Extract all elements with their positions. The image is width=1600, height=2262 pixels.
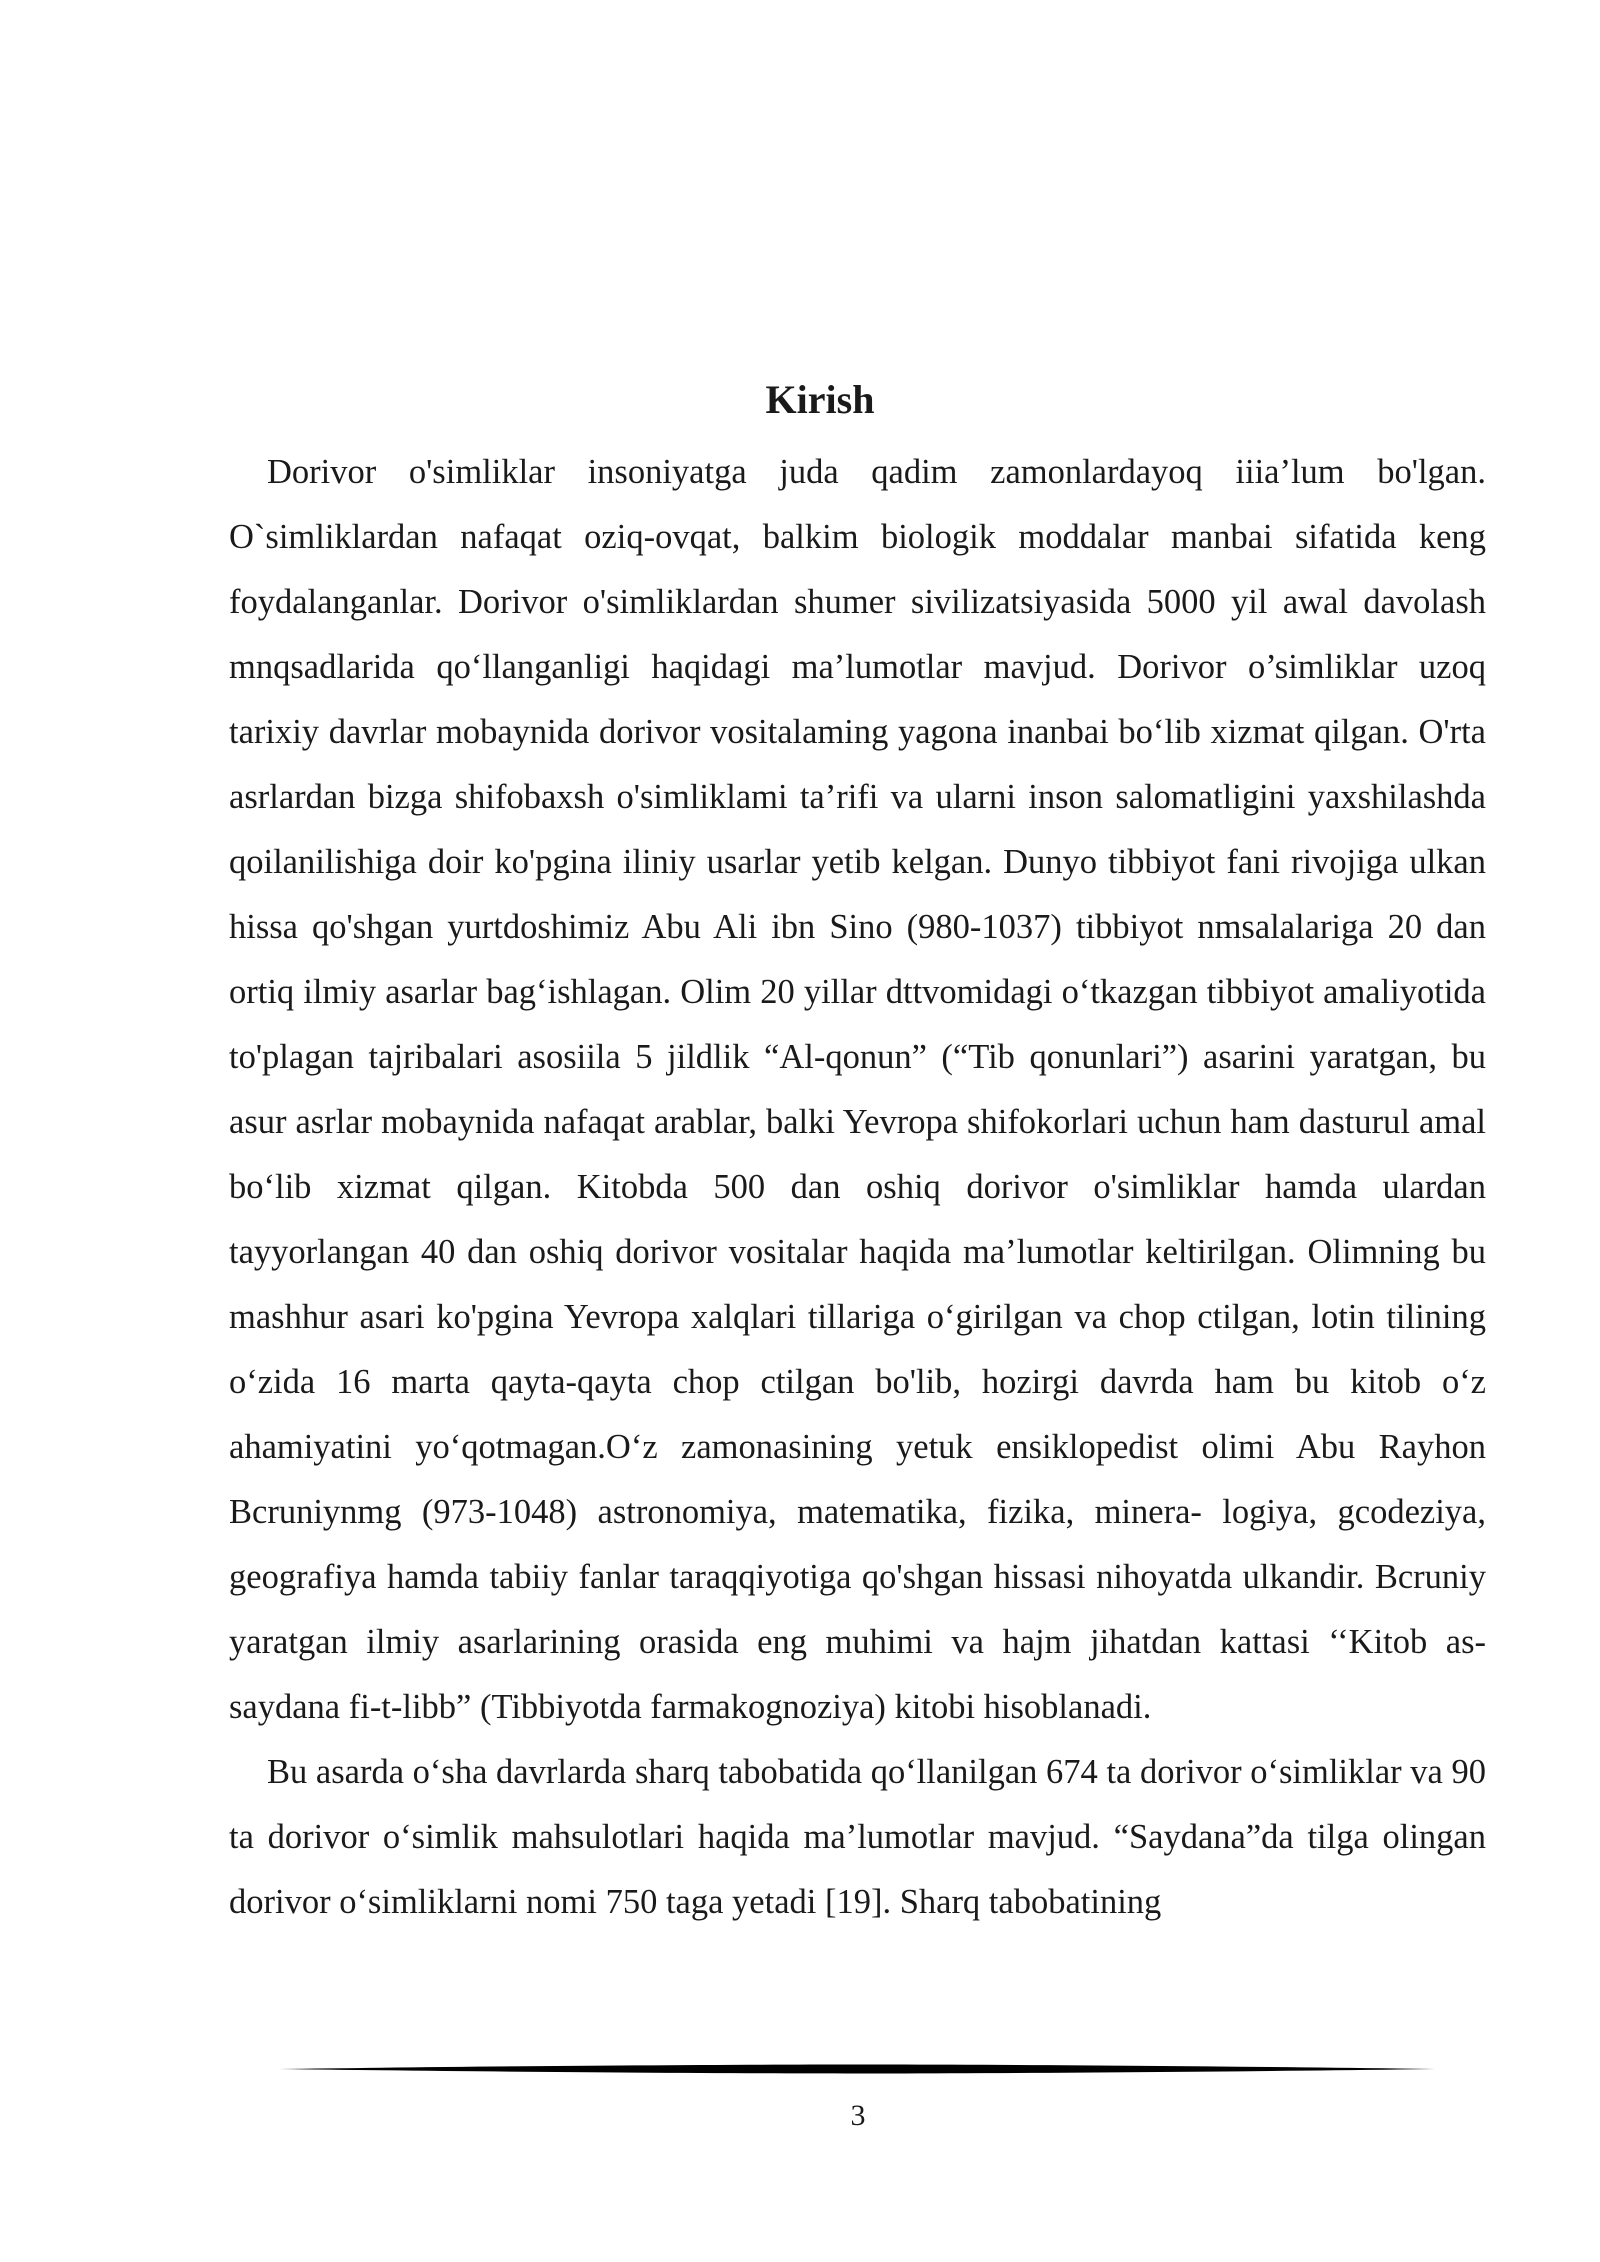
page-number: 3 (850, 2099, 866, 2132)
document-body (229, 440, 1486, 1935)
paragraph-2: Bu asarda o‘sha davrlarda sharq tabobatida qo‘llanilgan 674 ta dorivor o‘simliklar va 90 ta dorivor o‘simlik mahsulotlari haqida ma’lumotlar mavjud. “Saydana”da tilga olingan dorivor o‘simliklarni nomi 750 taga yetadi [19]. Sharq tabobatining (229, 1753, 1486, 1921)
footer-divider (279, 2064, 1435, 2074)
page-title: Kirish (765, 377, 875, 422)
paragraph-1: Dorivor o'simliklar insoniyatga juda qadim zamonlardayoq iiia’lum bo'lgan. O`simliklardan nafaqat oziq-ovqat, balkim biologik moddalar manbai sifatida keng foydalanganlar. Dorivor o'simliklardan shumer sivilizatsiyasida 5000 yil awal davolash mnqsadlarida qo‘llanganligi haqidagi ma’lumotlar mavjud. Dorivor o’simliklar uzoq tarixiy davrlar mobaynida dorivor vositalaming yagona inanbai bo‘lib xizmat qilgan. O'rta asrlardan bizga shifobaxsh o'simliklami ta’rifi va ularni inson salomatligini yaxshilashda qoilanilishiga doir ko'pgina iliniy usarlar yetib kelgan. Dunyo tibbiyot fani rivojiga ulkan hissa qo'shgan yurtdoshimiz Abu Ali ibn Sino (980-1037) tibbiyot nmsalalariga 20 dan ortiq ilmiy asarlar bag‘ishlagan. Olim 20 yillar dttvomidagi o‘tkazgan tibbiyot amaliyotida to'plagan tajribalari asosiila 5 jildlik “Al-qonun” (“Tib qonunlari”) asarini yaratgan, bu asur asrlar mobaynida nafaqat arablar, balki Yevropa shifokorlari uchun ham dasturul amal bo‘lib xizmat qilgan. Kitobda 500 dan oshiq dorivor o'simliklar hamda ulardan tayyorlangan 40 dan oshiq dorivor vositalar haqida ma’lumotlar keltirilgan. Olimning bu mashhur asari ko'pgina Yevropa xalqlari tillariga o‘girilgan va chop ctilgan, lotin tilining o‘zida 16 marta qayta-qayta chop ctilgan bo'lib, hozirgi davrda ham bu kitob o‘z ahamiyatini yo‘qotmagan.O‘z zamonasining yetuk ensiklopedist olimi Abu Rayhon Bcruniynmg (973-1048) astronomiya, matematika, fizika, minera- logiya, gcodeziya, geografiya hamda tabiiy fanlar taraqqiyotiga qo'shgan hissasi nihoyatda ulkandir. Bcruniy yaratgan ilmiy asarlarining orasida eng muhimi va hajm jihatdan kattasi ‘‘Kitob as- saydana fi-t-libb” (Tibbiyotda farmakognoziya) kitobi hisoblanadi. (229, 453, 1486, 1726)
